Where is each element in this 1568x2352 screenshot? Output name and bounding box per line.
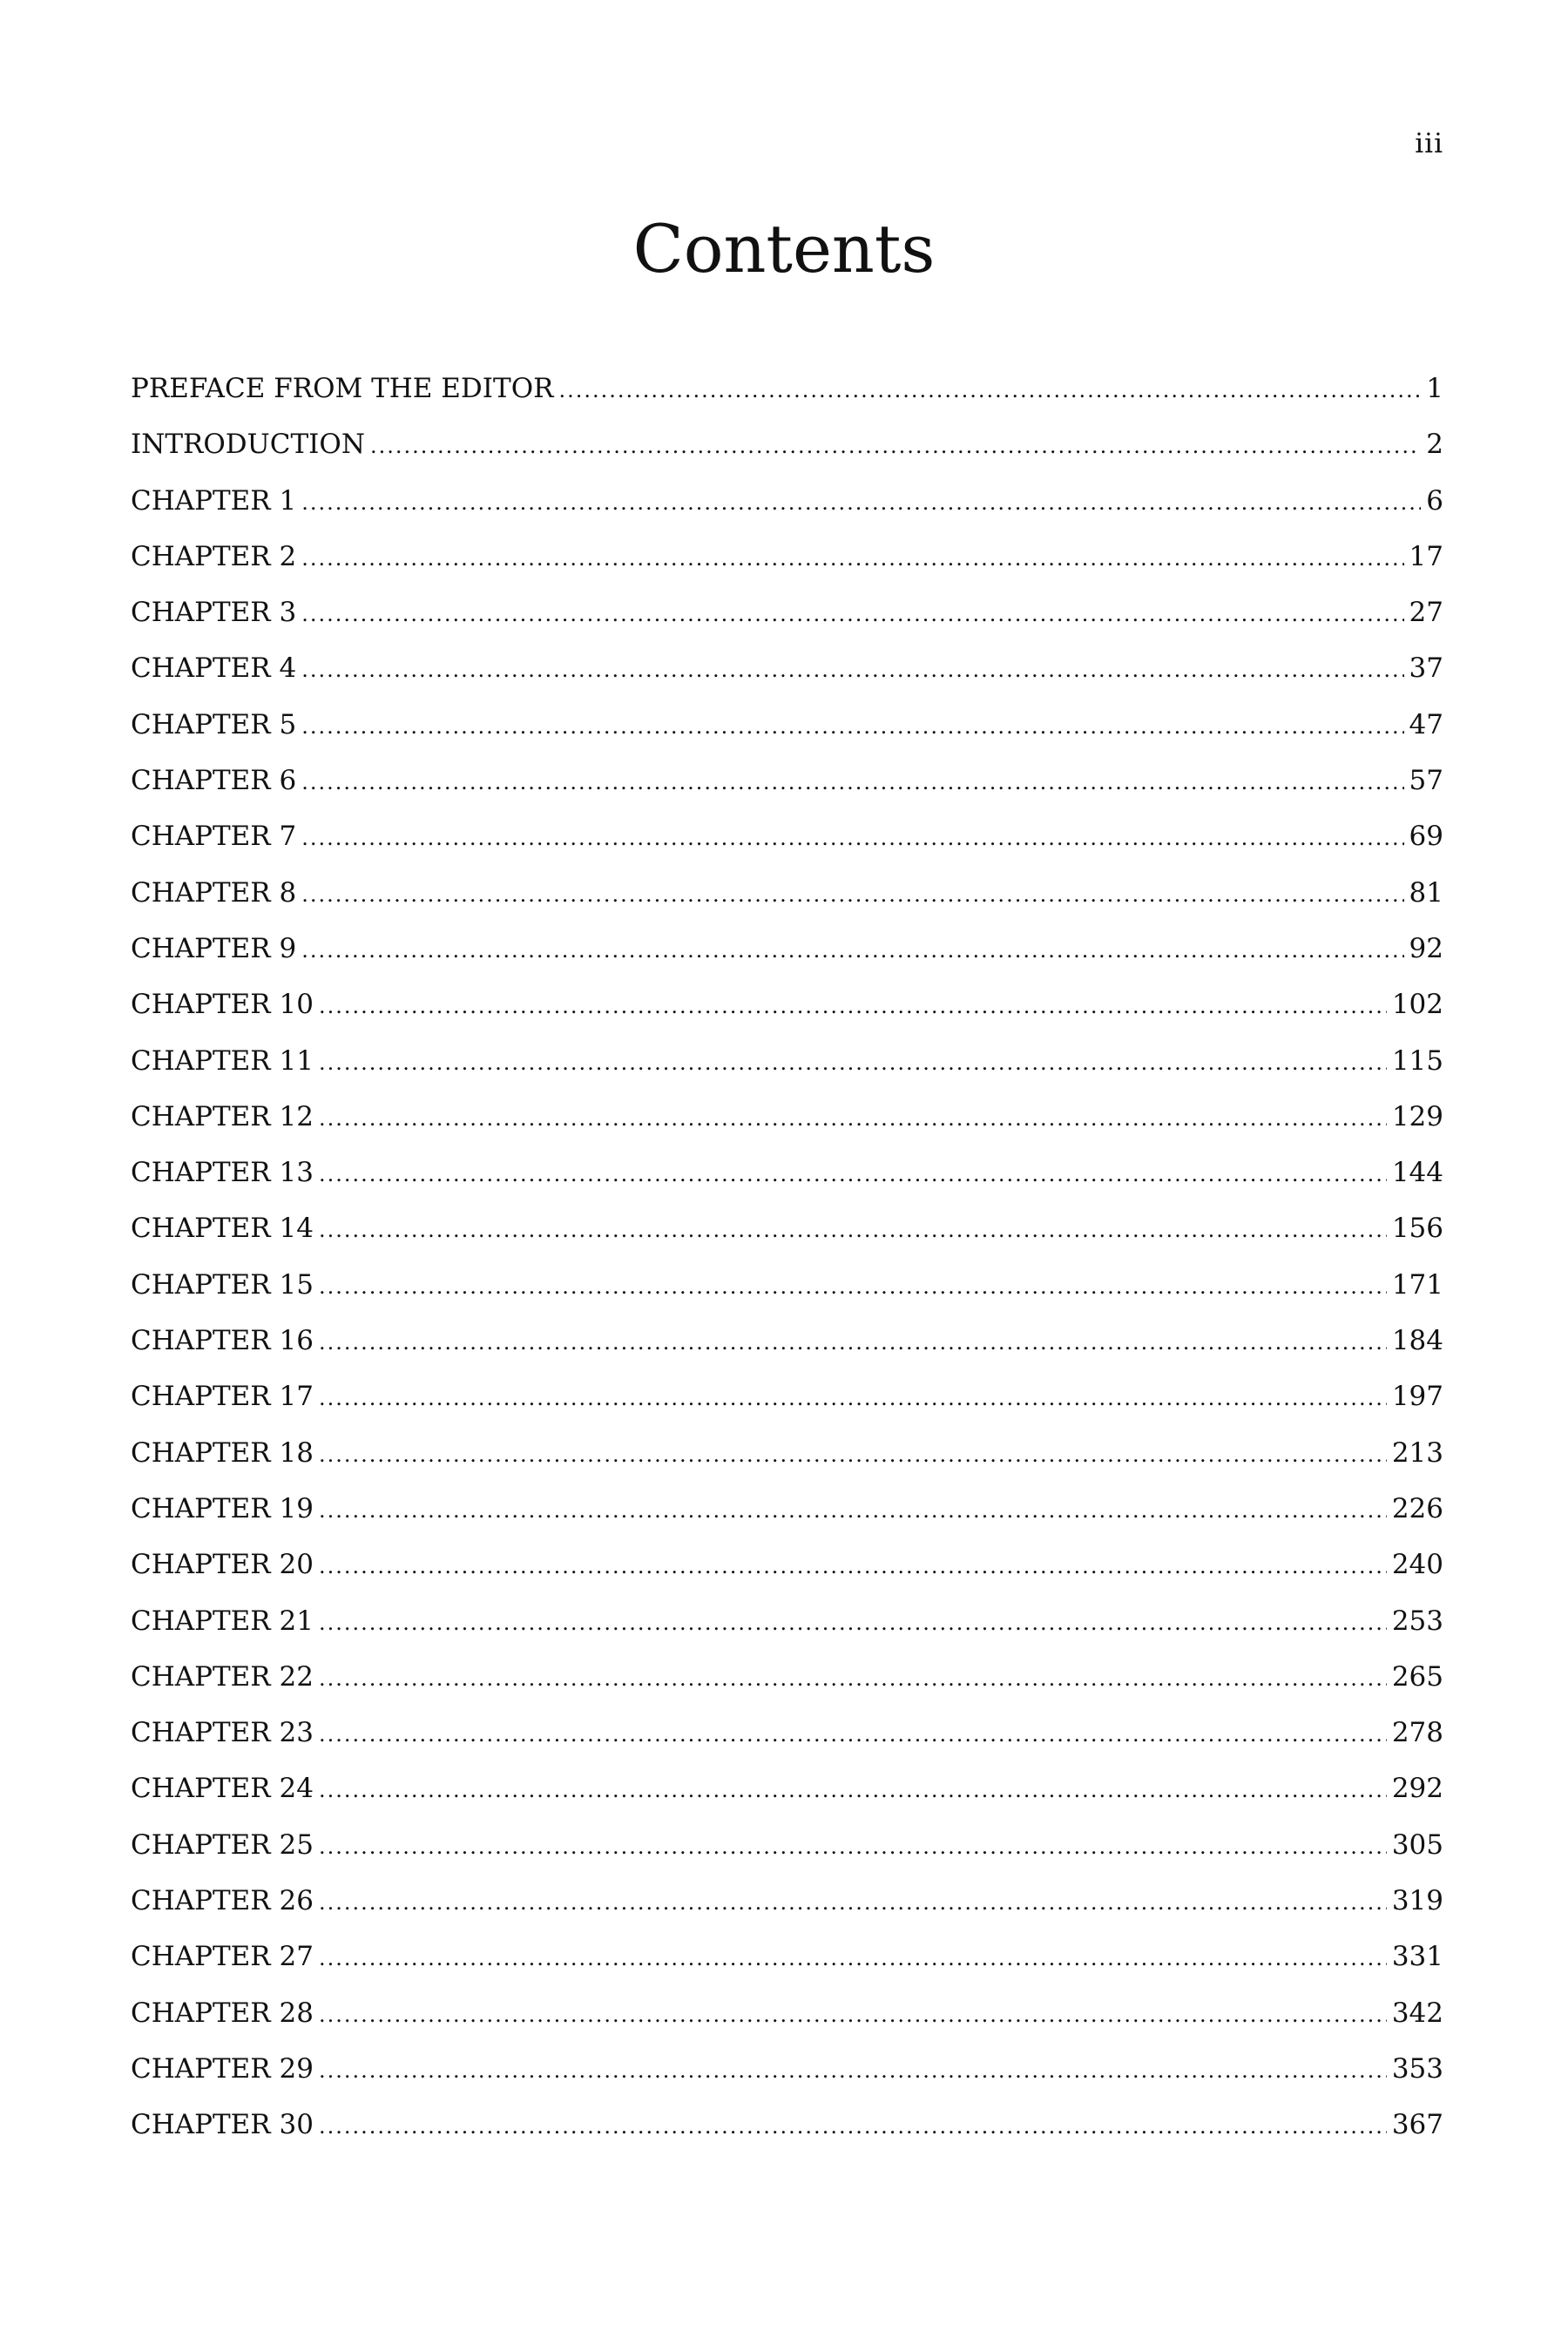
toc-entry-label: CHAPTER 19 <box>131 1492 314 1524</box>
toc-entry-label: CHAPTER 24 <box>131 1773 314 1805</box>
toc-dot-leader <box>319 1836 1387 1857</box>
toc-entry-page-number: 156 <box>1391 1213 1443 1245</box>
toc-entry-page-number: 213 <box>1391 1436 1443 1469</box>
toc-entry-label: INTRODUCTION <box>131 429 365 461</box>
toc-dot-leader <box>319 1164 1387 1185</box>
toc-entry-label: CHAPTER 21 <box>131 1605 314 1637</box>
toc-entry-page-number: 342 <box>1391 1997 1443 2029</box>
toc-entry[interactable] <box>131 1325 1443 1383</box>
toc-entry-page-number: 184 <box>1391 1325 1443 1357</box>
toc-entry[interactable] <box>131 2109 1443 2167</box>
toc-entry[interactable] <box>131 1492 1443 1551</box>
toc-dot-leader <box>319 2004 1387 2025</box>
toc-dot-leader <box>370 436 1421 456</box>
toc-entry[interactable] <box>131 1551 1443 1607</box>
table-of-contents <box>131 375 1443 2168</box>
toc-entry-label: CHAPTER 26 <box>131 1885 314 1917</box>
toc-dot-leader <box>319 1388 1387 1409</box>
toc-entry-page-number: 265 <box>1391 1660 1443 1693</box>
toc-entry-label: CHAPTER 14 <box>131 1213 314 1245</box>
toc-entry-label: CHAPTER 29 <box>131 2052 314 2085</box>
toc-entry-label: CHAPTER 18 <box>131 1436 314 1469</box>
toc-entry[interactable] <box>131 991 1443 1047</box>
toc-dot-leader <box>301 716 1403 737</box>
toc-dot-leader <box>319 2116 1387 2137</box>
toc-dot-leader <box>301 492 1421 513</box>
toc-entry[interactable] <box>131 1383 1443 1439</box>
toc-entry-label: CHAPTER 1 <box>131 484 297 517</box>
toc-entry-page-number: 27 <box>1409 597 1443 629</box>
toc-dot-leader <box>319 1892 1387 1913</box>
toc-entry-label: CHAPTER 4 <box>131 652 297 685</box>
toc-dot-leader <box>301 772 1403 793</box>
toc-entry-page-number: 37 <box>1409 652 1443 685</box>
toc-dot-leader <box>301 828 1403 848</box>
toc-dot-leader <box>319 1052 1387 1073</box>
toc-dot-leader <box>319 2060 1387 2081</box>
toc-entry[interactable] <box>131 1605 1443 1664</box>
toc-entry-page-number: 353 <box>1391 2052 1443 2085</box>
toc-dot-leader <box>319 1724 1387 1745</box>
toc-entry[interactable] <box>131 484 1443 544</box>
toc-entry-label: CHAPTER 3 <box>131 597 297 629</box>
page-number: iii <box>1415 128 1443 159</box>
toc-entry-page-number: 319 <box>1391 1885 1443 1917</box>
toc-entry-page-number: 292 <box>1391 1773 1443 1805</box>
toc-entry[interactable] <box>131 1828 1443 1888</box>
toc-entry[interactable] <box>131 1885 1443 1943</box>
toc-entry[interactable] <box>131 1159 1443 1215</box>
toc-entry[interactable] <box>131 1717 1443 1775</box>
toc-dot-leader <box>319 996 1387 1017</box>
toc-entry[interactable] <box>131 2052 1443 2112</box>
toc-entry-label: CHAPTER 11 <box>131 1044 314 1077</box>
toc-entry-label: CHAPTER 17 <box>131 1381 314 1413</box>
toc-entry-page-number: 253 <box>1391 1605 1443 1637</box>
toc-dot-leader <box>301 940 1403 961</box>
toc-entry-page-number: 226 <box>1391 1492 1443 1524</box>
toc-entry-page-number: 81 <box>1409 876 1443 909</box>
toc-entry-page-number: 92 <box>1409 932 1443 964</box>
toc-entry[interactable] <box>131 767 1443 823</box>
toc-dot-leader <box>319 1668 1387 1689</box>
toc-entry-label: CHAPTER 2 <box>131 540 297 572</box>
toc-entry-label: CHAPTER 10 <box>131 989 314 1021</box>
toc-dot-leader <box>319 1220 1387 1240</box>
toc-dot-leader <box>319 1108 1387 1129</box>
toc-entry-label: CHAPTER 13 <box>131 1157 314 1189</box>
toc-entry-page-number: 6 <box>1426 484 1443 517</box>
toc-entry-page-number: 69 <box>1409 821 1443 853</box>
toc-dot-leader <box>319 1276 1387 1297</box>
toc-entry[interactable] <box>131 1215 1443 1271</box>
toc-dot-leader <box>319 1500 1387 1521</box>
toc-entry-label: CHAPTER 7 <box>131 821 297 853</box>
toc-dot-leader <box>319 1444 1387 1465</box>
toc-entry[interactable] <box>131 1660 1443 1720</box>
toc-entry[interactable] <box>131 1775 1443 1831</box>
toc-entry[interactable] <box>131 599 1443 655</box>
toc-entry-label: CHAPTER 16 <box>131 1325 314 1357</box>
toc-entry-label: PREFACE FROM THE EDITOR <box>131 373 554 404</box>
toc-dot-leader <box>301 659 1403 680</box>
toc-entry[interactable] <box>131 708 1443 767</box>
toc-entry-label: CHAPTER 30 <box>131 2109 314 2141</box>
toc-dot-leader <box>319 1948 1387 1969</box>
toc-entry-label: CHAPTER 23 <box>131 1717 314 1749</box>
toc-entry-label: CHAPTER 25 <box>131 1828 314 1861</box>
toc-entry-page-number: 115 <box>1391 1044 1443 1077</box>
toc-entry-label: CHAPTER 9 <box>131 932 297 964</box>
toc-entry-label: CHAPTER 8 <box>131 876 297 909</box>
toc-entry[interactable] <box>131 1997 1443 2056</box>
toc-entry-label: CHAPTER 5 <box>131 708 297 740</box>
toc-entry[interactable] <box>131 540 1443 599</box>
toc-entry[interactable] <box>131 932 1443 991</box>
toc-entry-label: CHAPTER 20 <box>131 1549 314 1581</box>
toc-entry-page-number: 197 <box>1391 1381 1443 1413</box>
toc-entry-page-number: 171 <box>1391 1268 1443 1301</box>
toc-entry-page-number: 278 <box>1391 1717 1443 1749</box>
toc-dot-leader <box>319 1556 1387 1577</box>
toc-entry[interactable] <box>131 823 1443 879</box>
toc-entry-page-number: 17 <box>1409 540 1443 572</box>
toc-entry[interactable] <box>131 876 1443 936</box>
toc-dot-leader <box>301 604 1403 625</box>
toc-entry-page-number: 331 <box>1391 1941 1443 1973</box>
page-title: Contents <box>632 210 936 287</box>
toc-entry-page-number: 144 <box>1391 1157 1443 1189</box>
toc-entry-label: CHAPTER 27 <box>131 1941 314 1973</box>
toc-dot-leader <box>558 380 1421 401</box>
toc-entry-page-number: 2 <box>1426 429 1443 461</box>
toc-dot-leader <box>319 1612 1387 1633</box>
toc-entry[interactable] <box>131 652 1443 711</box>
toc-entry-page-number: 305 <box>1391 1828 1443 1861</box>
toc-entry-page-number: 57 <box>1409 765 1443 797</box>
toc-dot-leader <box>319 1780 1387 1801</box>
toc-entry-label: CHAPTER 15 <box>131 1268 314 1301</box>
toc-entry[interactable] <box>131 431 1443 487</box>
toc-entry-page-number: 240 <box>1391 1549 1443 1581</box>
toc-entry-page-number: 1 <box>1426 373 1443 404</box>
toc-entry[interactable] <box>131 1044 1443 1104</box>
toc-entry[interactable] <box>131 1268 1443 1328</box>
toc-entry-label: CHAPTER 28 <box>131 1997 314 2029</box>
toc-dot-leader <box>301 884 1403 905</box>
toc-entry[interactable] <box>131 1436 1443 1496</box>
toc-entry-page-number: 367 <box>1391 2109 1443 2141</box>
toc-entry[interactable] <box>131 1943 1443 1999</box>
toc-entry-label: CHAPTER 12 <box>131 1100 314 1132</box>
toc-entry[interactable] <box>131 375 1443 431</box>
toc-entry-label: CHAPTER 6 <box>131 765 297 797</box>
toc-dot-leader <box>301 548 1403 569</box>
toc-entry[interactable] <box>131 1100 1443 1159</box>
toc-entry-page-number: 47 <box>1409 708 1443 740</box>
toc-entry-page-number: 102 <box>1391 989 1443 1021</box>
toc-dot-leader <box>319 1332 1387 1353</box>
toc-entry-page-number: 129 <box>1391 1100 1443 1132</box>
toc-entry-label: CHAPTER 22 <box>131 1660 314 1693</box>
